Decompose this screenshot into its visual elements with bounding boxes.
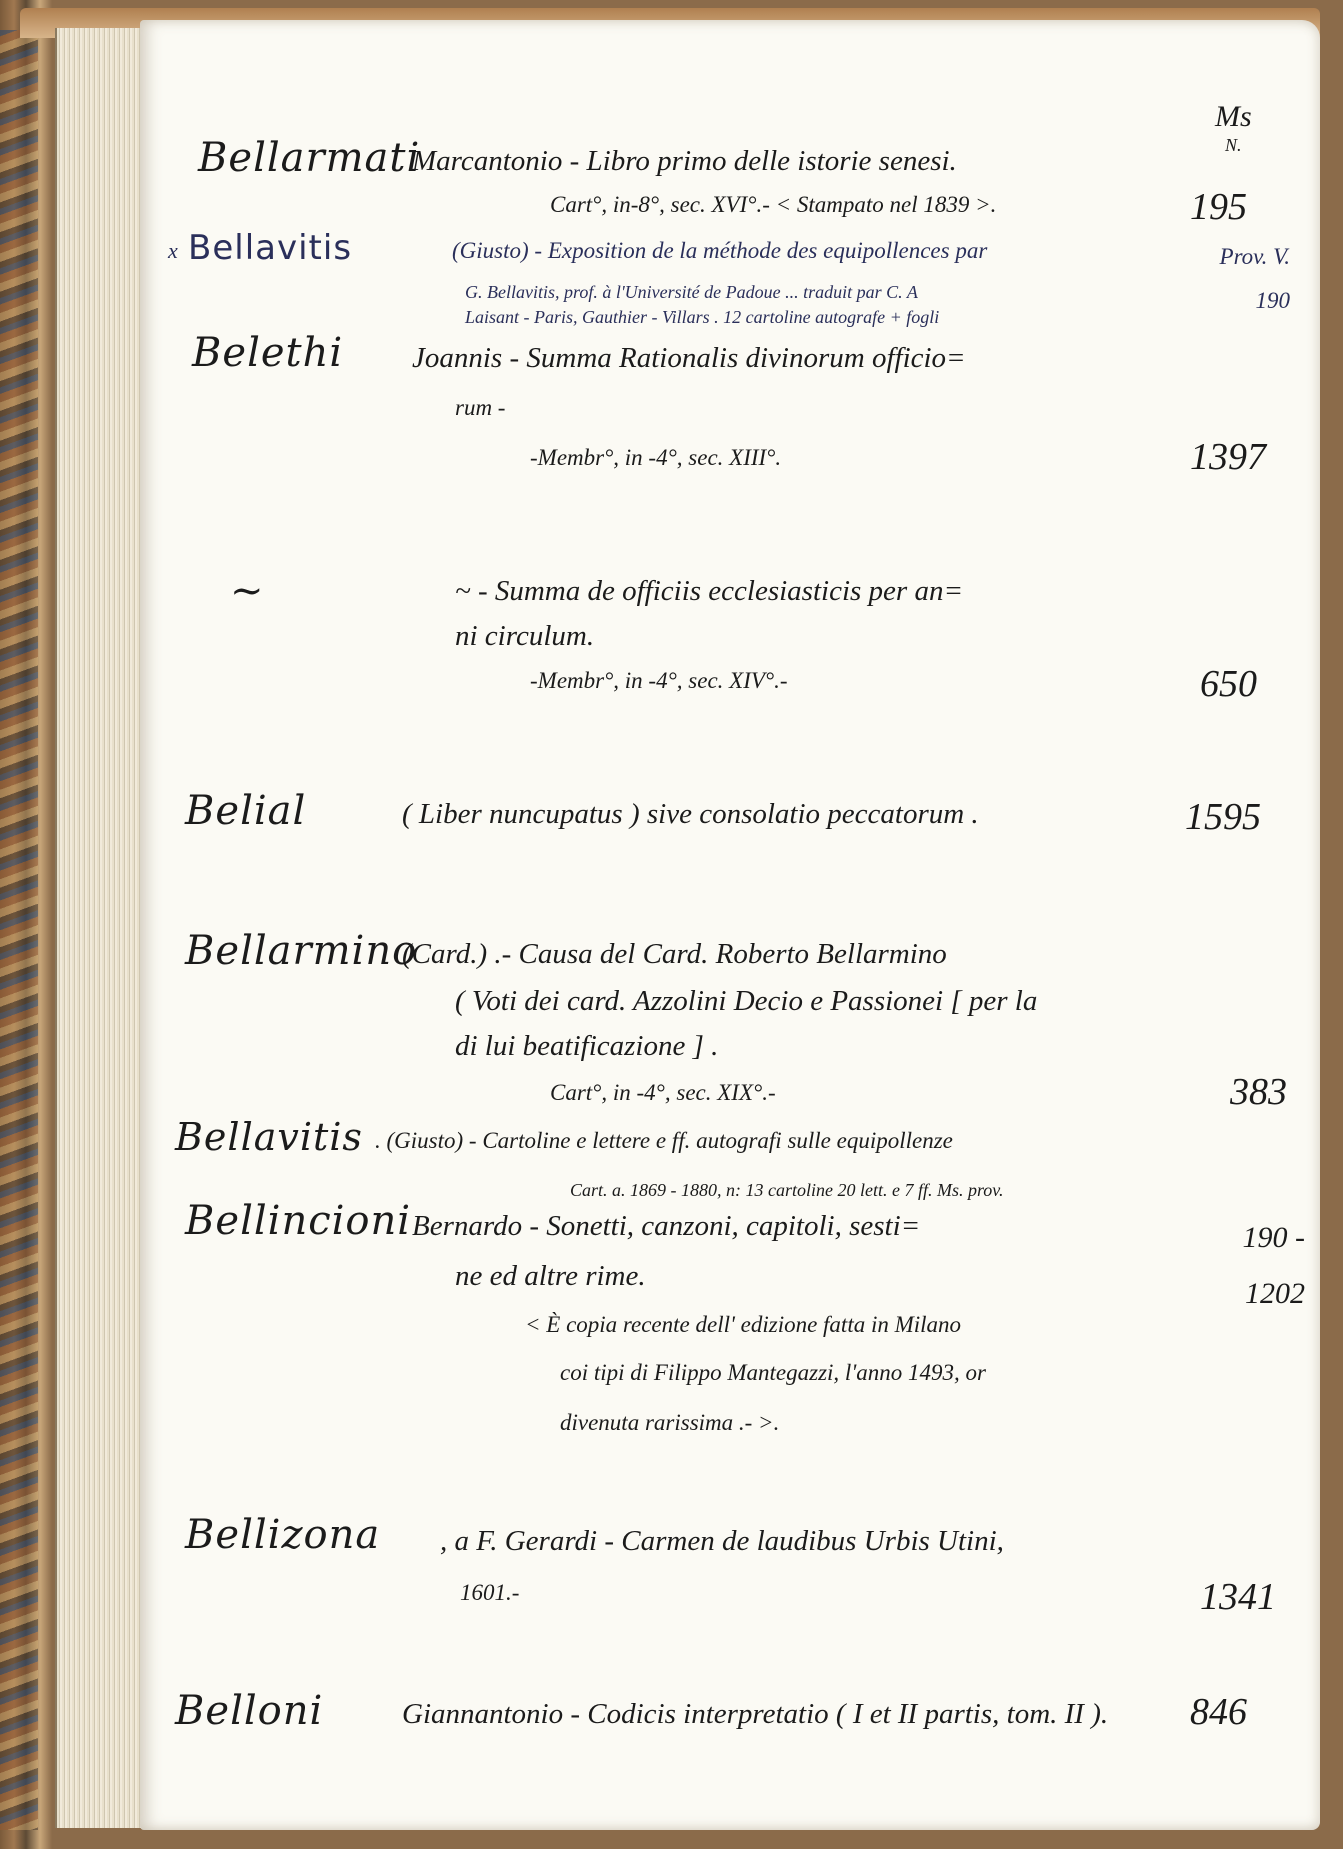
entry-line: ( Liber nuncupatus ) sive consolatio peccatorum . xyxy=(402,798,979,830)
entry-line: , a F. Gerardi - Carmen de laudibus Urbis Utini, xyxy=(440,1525,1004,1557)
entry-line: -Membr°, in -4°, sec. XIII°. xyxy=(530,445,782,470)
entry-line: di lui beatificazione ] . xyxy=(455,1030,719,1062)
entry-line: Laisant - Paris, Gauthier - Villars . 12 cartoline autografe + fogli xyxy=(465,307,940,327)
entry-line: Joannis - Summa Rationalis divinorum officio= xyxy=(412,342,966,374)
entry-name: Bellavitis xyxy=(175,1115,363,1159)
entry-name: Bellincioni xyxy=(185,1198,412,1244)
entry-line: ne ed altre rime. xyxy=(455,1260,646,1292)
entry-name: Bellarmati xyxy=(198,135,421,181)
entry-line: . (Giusto) - Cartoline e lettere e ff. autografi sulle equipollenze xyxy=(375,1128,953,1153)
entry-number: 383 xyxy=(1230,1071,1287,1113)
entry-line: Marcantonio - Libro primo delle istorie senesi. xyxy=(412,145,957,177)
entry-number: 1595 xyxy=(1185,796,1261,838)
entry-number: 195 xyxy=(1190,186,1247,228)
entry-line: Giannantonio - Codicis interpretatio ( I et II partis, tom. II ). xyxy=(402,1698,1109,1730)
entry-line: coi tipi di Filippo Mantegazzi, l'anno 1493, or xyxy=(560,1360,986,1385)
entry-line: ~ - Summa de officiis ecclesiasticis per an= xyxy=(455,575,964,607)
entry-line: 1601.- xyxy=(460,1580,520,1605)
entry-name: Bellarmino xyxy=(185,928,418,974)
entry-number: 846 xyxy=(1190,1691,1247,1733)
entry-line: divenuta rarissima .- >. xyxy=(560,1410,780,1435)
entry-line: Bernardo - Sonetti, canzoni, capitoli, sesti= xyxy=(412,1210,921,1242)
entry-line: Cart°, in -4°, sec. XIX°.- xyxy=(550,1080,776,1105)
entry-line: Cart°, in-8°, sec. XVI°.- < Stampato nel 1839 >. xyxy=(550,192,997,217)
entry-number: Prov. V. 190 xyxy=(1219,244,1290,313)
entry-line: Cart. a. 1869 - 1880, n: 13 cartoline 20 lett. e 7 ff. Ms. prov. xyxy=(570,1180,1004,1200)
entry-name: Belethi xyxy=(192,330,344,376)
entry-marker: x xyxy=(168,238,178,263)
catalog-page xyxy=(140,20,1320,1830)
entry-name: Bellavitis xyxy=(188,228,353,268)
entry-line: -Membr°, in -4°, sec. XIV°.- xyxy=(530,668,788,693)
shelf-mark-n: N. xyxy=(1225,135,1242,155)
entry-name: Bellizona xyxy=(185,1512,381,1558)
entry-number: 1397 xyxy=(1190,436,1266,478)
entry-line: rum - xyxy=(455,395,506,420)
entry-number: 190 - 1202 xyxy=(1242,1221,1305,1310)
entry-line: G. Bellavitis, prof. à l'Université de Padoue ... traduit par C. A xyxy=(465,282,918,302)
entry-number: 1341 xyxy=(1200,1576,1276,1618)
entry-number: 650 xyxy=(1200,663,1257,705)
entry-line: (Card.) .- Causa del Card. Roberto Bellarmino xyxy=(402,938,947,970)
marbled-edge xyxy=(0,30,38,1830)
entry-line: < È copia recente dell' edizione fatta in Milano xyxy=(525,1312,962,1337)
entry-line: (Giusto) - Exposition de la méthode des equipollences par xyxy=(452,238,988,263)
entry-line: ni circulum. xyxy=(455,620,595,652)
entry-line: ( Voti dei card. Azzolini Decio e Passionei [ per la xyxy=(455,985,1038,1017)
shelf-mark-ms: Ms xyxy=(1215,100,1252,133)
entry-name: Belloni xyxy=(175,1688,324,1734)
entry-name: Belial xyxy=(185,788,307,834)
entry-name: ~ xyxy=(230,568,265,614)
